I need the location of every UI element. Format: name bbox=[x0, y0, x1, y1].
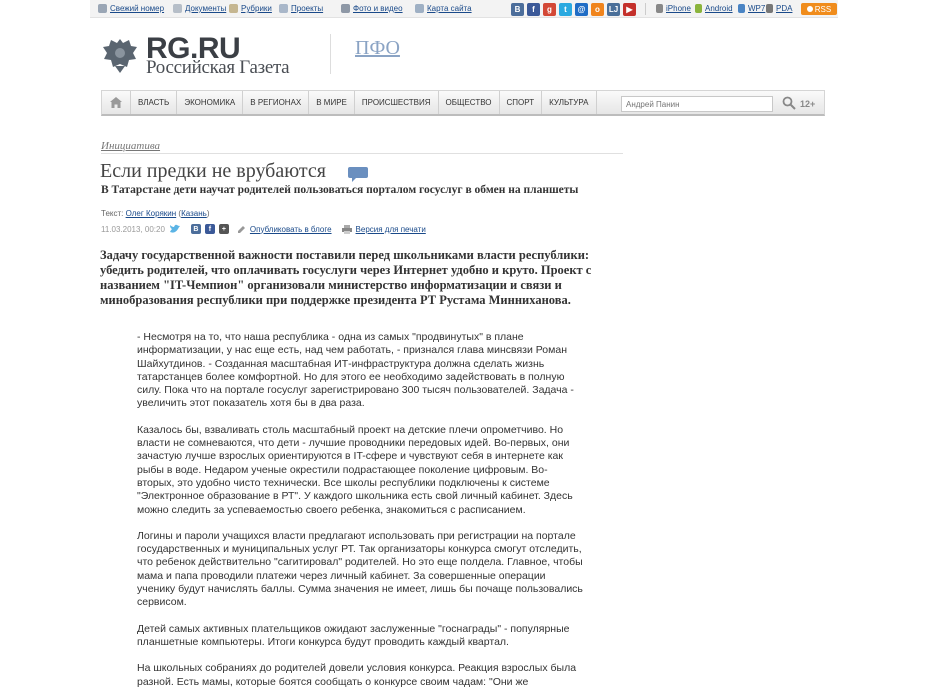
top-utility-bar bbox=[90, 0, 838, 18]
sitemap-link[interactable] bbox=[415, 4, 472, 13]
age-rating-badge: 12+ bbox=[800, 99, 816, 109]
rss-label: RSS bbox=[814, 4, 832, 14]
apple-icon bbox=[656, 4, 663, 13]
projects-label[interactable]: Проекты bbox=[291, 4, 324, 13]
main-navigation bbox=[101, 90, 825, 116]
logo-divider bbox=[330, 34, 331, 74]
mail-icon[interactable]: @ bbox=[575, 3, 588, 16]
publish-to-blog-link[interactable]: Опубликовать в блоге bbox=[249, 224, 332, 234]
article-lead: Задачу государственной важности поставили перед школьниками власти республики: убедить родителей, что оплачивать госуслуги через Интернет удобно и круто. Проект с названием "IT-Чемпион" организовали министерство информатизации и связи и минобразования республики при поддержке президента РТ Рустама Минниханова. bbox=[100, 248, 592, 307]
region-link[interactable]: ПФО bbox=[355, 37, 400, 59]
android-label[interactable]: Android bbox=[705, 4, 733, 13]
home-button[interactable] bbox=[102, 91, 131, 114]
author-name-link[interactable]: Олег Корякин bbox=[125, 209, 177, 218]
article-body bbox=[137, 331, 584, 698]
pda-link[interactable] bbox=[766, 4, 792, 13]
camera-icon bbox=[341, 4, 350, 13]
sitemap-label[interactable]: Карта сайта bbox=[427, 4, 472, 13]
home-icon bbox=[110, 97, 122, 108]
social-icons bbox=[511, 3, 636, 16]
article-meta bbox=[101, 222, 426, 236]
wp7-link[interactable] bbox=[738, 4, 765, 13]
nav-item-economy[interactable]: ЭКОНОМИКА bbox=[177, 91, 243, 114]
author-city-link[interactable]: Казань bbox=[181, 209, 207, 218]
article-paragraph: Детей самых активных плательщиков ожидают заслуженные "госнаграды" - популярные планшетные компьютеры. Итоги конкурса будут проводить каждый квартал. bbox=[137, 622, 570, 648]
nav-item-power[interactable]: ВЛАСТЬ bbox=[131, 91, 177, 114]
rubrics-label[interactable]: Рубрики bbox=[241, 4, 272, 13]
nav-item-regions[interactable]: В РЕГИОНАХ bbox=[243, 91, 309, 114]
livejournal-icon[interactable]: LJ bbox=[608, 5, 619, 14]
coat-of-arms-icon[interactable] bbox=[102, 36, 138, 74]
article-author: Текст: Олег Корякин (Казань) bbox=[101, 209, 210, 218]
article-subtitle: В Татарстане дети научат родителей пользоваться порталом госуслуг в обмен на планшеты bbox=[101, 184, 579, 196]
rubric-divider bbox=[101, 153, 623, 154]
article-paragraph: Казалось бы, взваливать столь масштабный проект на детские плечи опрометчиво. Но власти не сомневаются, что дети - лучшие проводники передовых идей. Во-первых, они зачастую лучше взрослых ориентируются в IT-сфере и чувствуют себя в интернете как рыбы в воде. Недаром ученые окрестили подрастающее поколение цифровым. Во-вторых, это удобно чисто технически. Все школы республики подключены к системе "Электронное образование в РТ". У каждого школьника есть свой личный кабинет. Здесь можно следить за успеваемостью своего ребенка, знакомиться с расписанием. bbox=[137, 423, 573, 516]
article-date: 11.03.2013, 00:20 bbox=[101, 224, 165, 234]
article-paragraph: - Несмотря на то, что наша республика - одна из самых "продвинутых" в плане информатизации, у нас еще есть, над чем работать, - признался глава минсвязи Роман Шайхутдинов. - Созданная масштабная ИТ-инфраструктура должна сделать жизнь татарстанцев более комфортной. Но для этого ее необходимо задействовать в полную силу. Пока что на портале госуслуг зарегистрировано 300 тысяч пользователей. Задача - увеличить этот показатель хотя бы в два раза. bbox=[137, 331, 574, 410]
odnoklassniki-icon[interactable]: o bbox=[591, 3, 604, 16]
nav-item-incidents[interactable]: ПРОИСШЕСТВИЯ bbox=[355, 91, 439, 114]
rubrics-link[interactable] bbox=[229, 4, 272, 13]
iphone-label[interactable]: iPhone bbox=[666, 4, 691, 13]
youtube-icon[interactable]: ▶ bbox=[623, 3, 636, 16]
photo-video-link[interactable] bbox=[341, 4, 403, 13]
rss-button[interactable] bbox=[801, 3, 837, 15]
documents-label[interactable]: Документы bbox=[185, 4, 227, 13]
nav-item-culture[interactable]: КУЛЬТУРА bbox=[542, 91, 596, 114]
author-prefix: Текст: bbox=[101, 209, 124, 218]
document-icon bbox=[173, 4, 182, 13]
print-version-link[interactable]: Версия для печати bbox=[355, 224, 426, 234]
print-icon bbox=[342, 225, 352, 234]
article-title: Если предки не врубаются bbox=[100, 160, 326, 182]
article-rubric[interactable]: Инициатива bbox=[101, 140, 161, 152]
windows-icon bbox=[738, 4, 745, 13]
facebook-share-icon[interactable]: f bbox=[205, 224, 215, 234]
divider bbox=[645, 3, 646, 15]
android-link[interactable] bbox=[695, 4, 733, 13]
android-icon bbox=[695, 4, 702, 13]
iphone-link[interactable] bbox=[656, 4, 691, 13]
google-plus-icon[interactable]: g bbox=[543, 3, 556, 16]
search-input[interactable] bbox=[621, 96, 773, 112]
vkontakte-icon[interactable]: В bbox=[511, 3, 524, 16]
article-paragraph: Логины и пароли учащихся власти предлагают использовать при регистрации на портале государственных и муниципальных услуг РТ. Так организаторы конкурса смогут отследить, что ребенок действительно "сагитировал" родителей. Но это еще полдела. Главное, чтобы мама и папа проводили платежи через личный кабинет. За совершенные операции ученику будут начислять баллы. Сумма значения не имеет, лишь бы почаще пользовались сервисом. bbox=[137, 529, 583, 609]
documents-link[interactable] bbox=[173, 4, 226, 13]
fresh-issue-label[interactable]: Свежий номер bbox=[110, 4, 165, 13]
nav-item-society[interactable]: ОБЩЕСТВО bbox=[439, 91, 500, 114]
search-icon[interactable] bbox=[782, 96, 796, 110]
twitter-share-icon[interactable] bbox=[169, 224, 181, 234]
article-paragraph: На школьных собраниях до родителей довели условия конкурса. Реакция взрослых была разной. Есть мамы, которые боятся сообщать о конкурсе своим чадам: "Они же bbox=[137, 662, 577, 688]
nav-item-sport[interactable]: СПОРТ bbox=[500, 91, 543, 114]
newspaper-icon bbox=[98, 4, 107, 13]
more-share-icon[interactable]: + bbox=[219, 224, 229, 234]
twitter-icon[interactable]: t bbox=[559, 3, 572, 16]
sitemap-icon bbox=[415, 4, 424, 13]
site-logo-subtitle[interactable]: Российская Газета bbox=[146, 57, 290, 78]
pda-label[interactable]: PDA bbox=[776, 4, 793, 13]
rss-icon bbox=[807, 6, 813, 12]
fresh-issue-link[interactable] bbox=[98, 4, 164, 13]
vkontakte-share-icon[interactable]: В bbox=[191, 224, 201, 234]
comments-icon[interactable] bbox=[348, 167, 368, 178]
nav-item-world[interactable]: В МИРЕ bbox=[309, 91, 355, 114]
photo-video-label[interactable]: Фото и видео bbox=[353, 4, 403, 13]
facebook-icon[interactable]: f bbox=[527, 3, 540, 16]
wp7-label[interactable]: WP7 bbox=[748, 4, 766, 13]
folder-icon bbox=[229, 4, 238, 13]
pda-icon bbox=[766, 4, 773, 13]
site-logo[interactable]: RG.RU bbox=[146, 32, 241, 65]
projects-link[interactable] bbox=[279, 4, 323, 13]
projects-icon bbox=[279, 4, 288, 13]
blog-icon bbox=[237, 225, 246, 234]
